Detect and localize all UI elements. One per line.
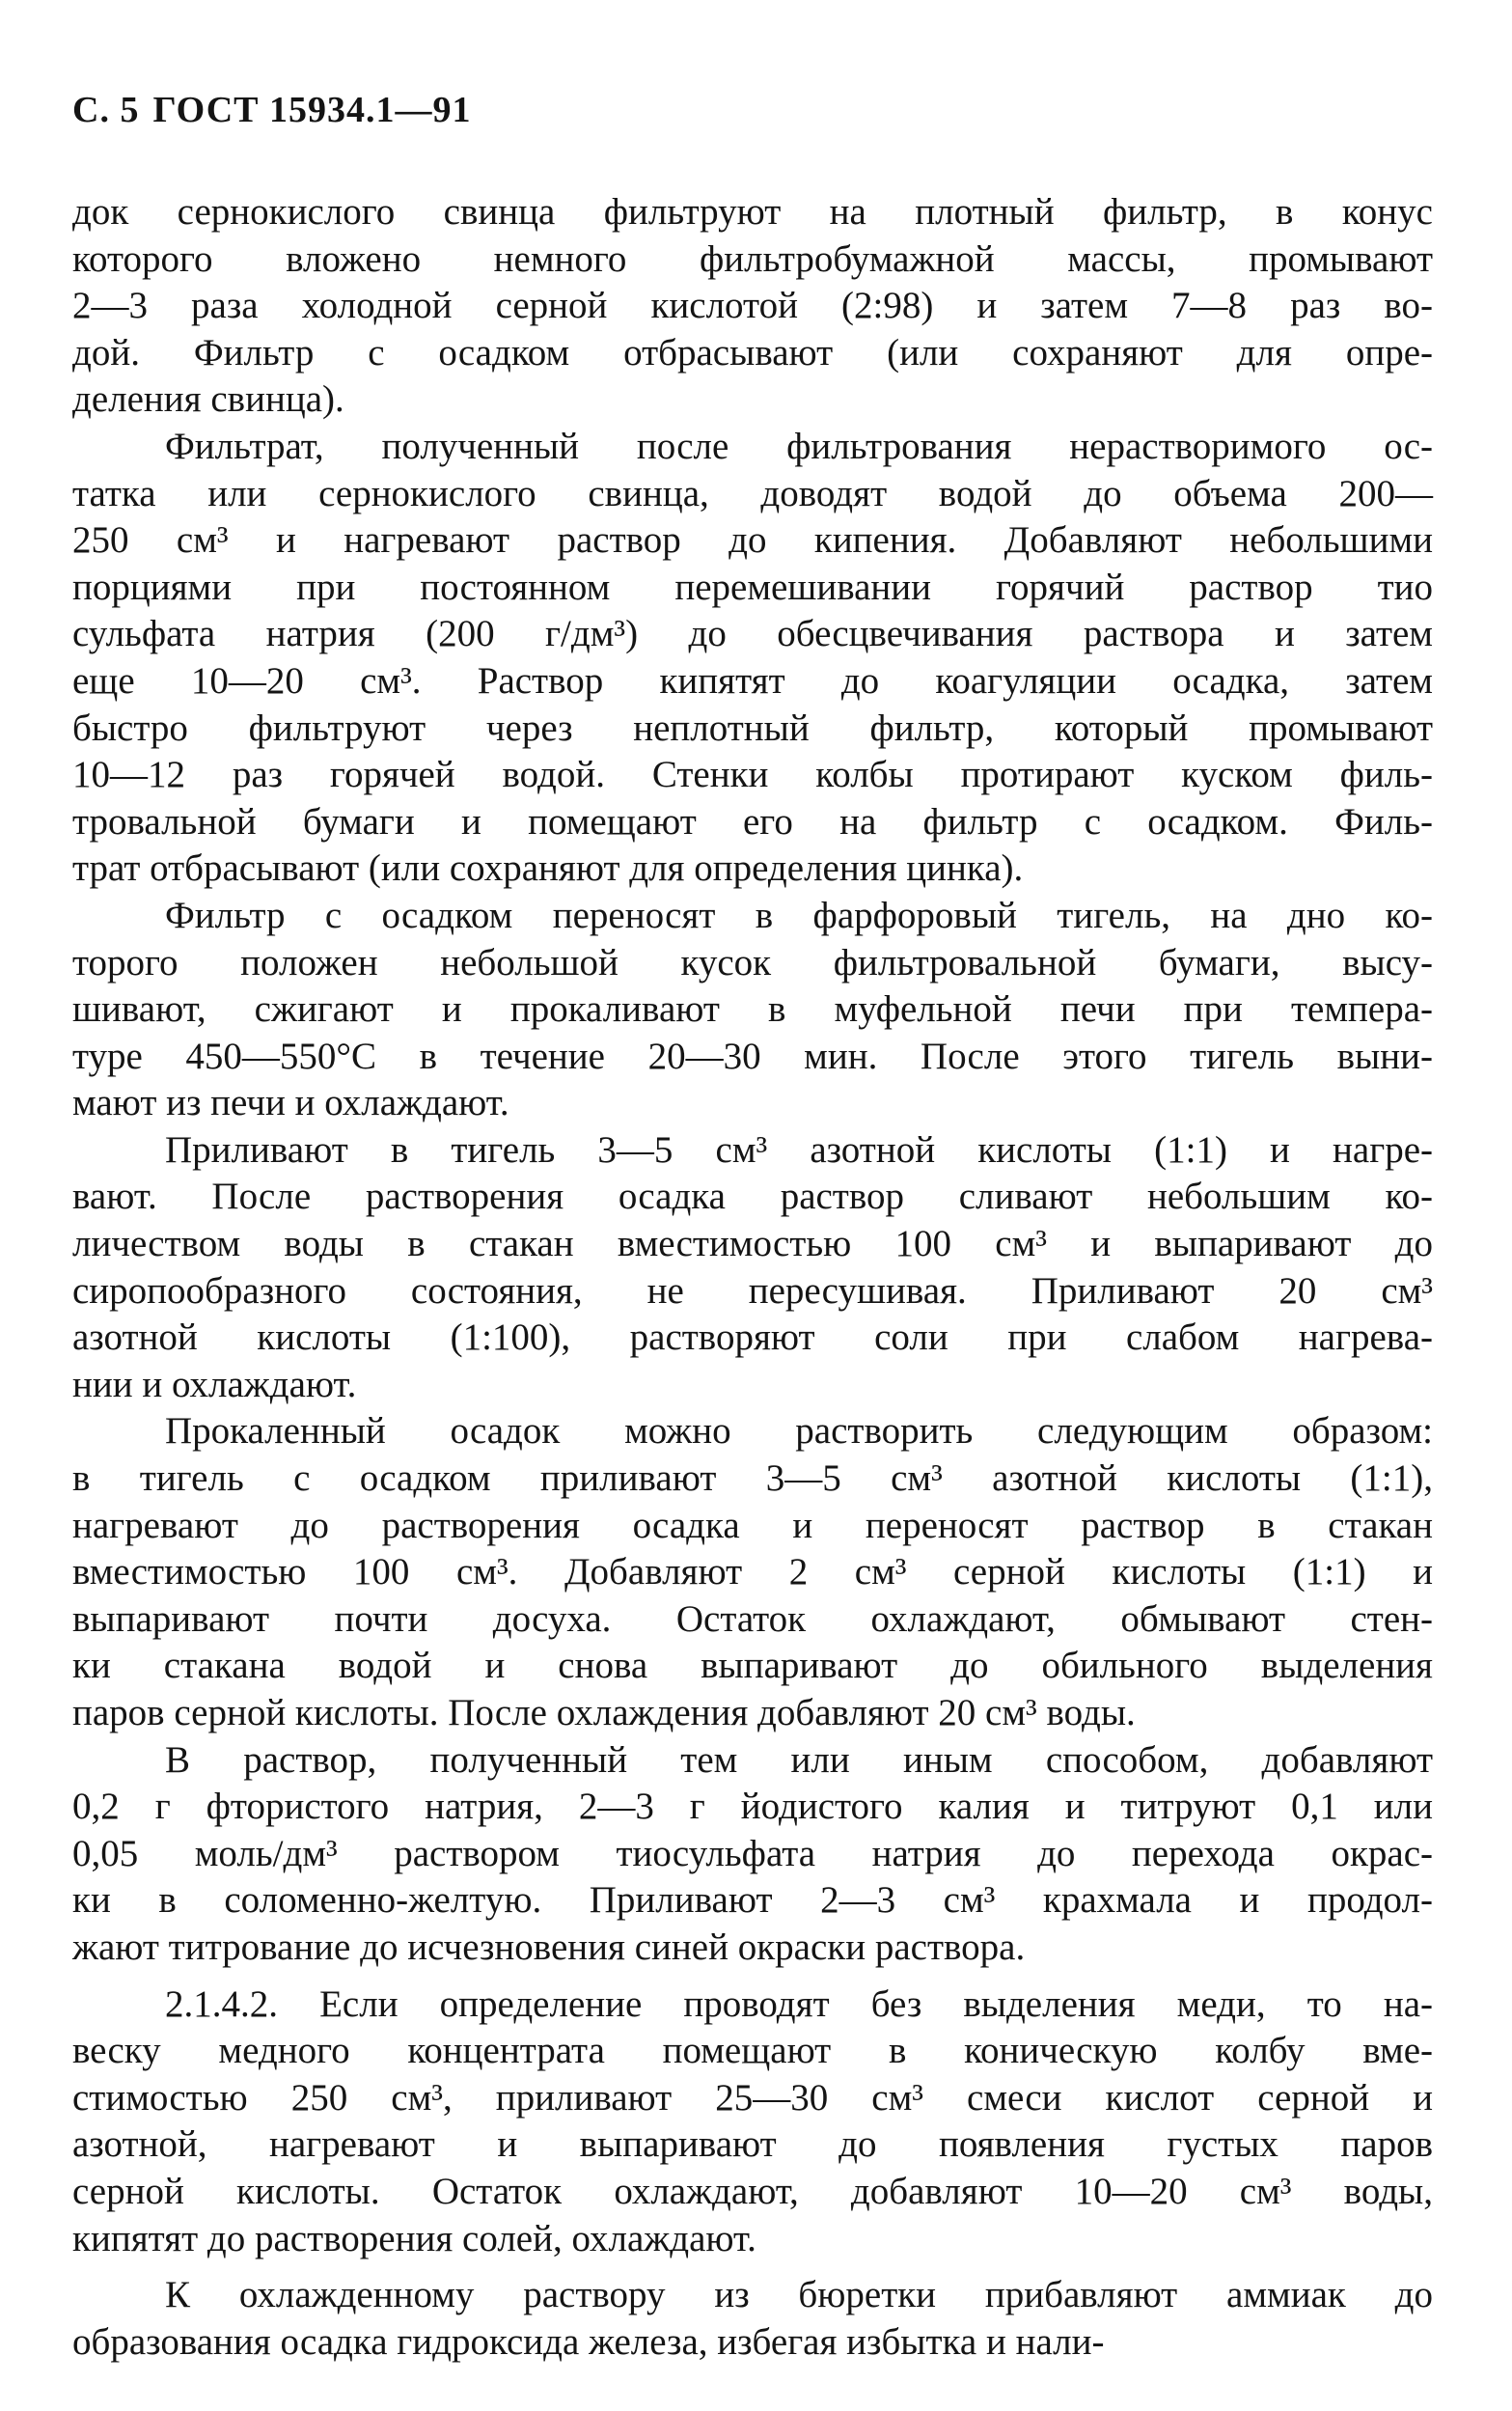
text-line: Фильтр с осадком переносят в фарфоровый тигель, на дно ко- [165, 894, 1433, 936]
text-line: ки в соломенно-желтую. Приливают 2—3 см³ крахмала и продол- [72, 1879, 1433, 1922]
text-line: дой. Фильтр с осадком отбрасывают (или сохраняют для опре- [72, 331, 1433, 374]
text-line: туре 450—550°С в течение 20—30 мин. После этого тигель выни- [72, 1035, 1433, 1077]
text-line: Фильтрат, полученный после фильтрования нерастворимого ос- [165, 425, 1433, 467]
text-line: паров серной кислоты. После охлаждения добавляют 20 см³ воды. [72, 1692, 1136, 1733]
paragraph [72, 2272, 1433, 2366]
text-line: 2.1.4.2. Если определение проводят без выделения меди, то на- [165, 1982, 1433, 2025]
text-line: азотной, нагревают и выпаривают до появления густых паров [72, 2123, 1433, 2166]
paragraph [72, 1408, 1433, 1736]
text-line: 10—12 раз горячей водой. Стенки колбы протирают куском филь- [72, 754, 1433, 796]
page-number: С. 5 [72, 90, 140, 130]
text-line: стимостью 250 см³, приливают 25—30 см³ смеси кислот серной и [72, 2076, 1433, 2119]
text-line: сульфата натрия (200 г/дм³) до обесцвечивания раствора и затем [72, 613, 1433, 655]
paragraph-gap [72, 2262, 1433, 2272]
text-line: порциями при постоянном перемешивании горячий раствор тио [72, 566, 1433, 608]
text-line: азотной кислоты (1:100), растворяют соли при слабом нагрева- [72, 1316, 1433, 1359]
text-line: жают титрование до исчезновения синей окраски раствора. [72, 1926, 1026, 1968]
text-line: Приливают в тигель 3—5 см³ азотной кислоты (1:1) и нагре- [165, 1128, 1433, 1171]
text-line: образования осадка гидроксида железа, избегая избытка и нали- [72, 2320, 1105, 2363]
text-line: выпаривают почти досуха. Остаток охлаждают, обмывают стен- [72, 1597, 1433, 1640]
page-header [72, 89, 472, 131]
text-line: личеством воды в стакан вместимостью 100 см³ и выпаривают до [72, 1223, 1433, 1265]
paragraph [72, 189, 1433, 424]
text-line: мают из печи и охлаждают. [72, 1082, 509, 1124]
text-line: еще 10—20 см³. Раствор кипятят до коагуляции осадка, затем [72, 659, 1433, 702]
text-line: шивают, сжигают и прокаливают в муфельной печи при темпера- [72, 988, 1433, 1031]
text-line: сиропообразного состояния, не пересушивая. Приливают 20 см³ [72, 1269, 1433, 1312]
text-line: трат отбрасывают (или сохраняют для определения цинка). [72, 847, 1024, 890]
text-line: серной кислоты. Остаток охлаждают, добавляют 10—20 см³ воды, [72, 2170, 1433, 2212]
paragraph [72, 1737, 1433, 1972]
text-line: в тигель с осадком приливают 3—5 см³ азотной кислоты (1:1), [72, 1457, 1433, 1500]
text-line: татка или сернокислого свинца, доводят водой до объема 200— [72, 472, 1433, 514]
text-line: Прокаленный осадок можно растворить следующим образом: [165, 1410, 1433, 1453]
text-line: деления свинца). [72, 378, 344, 421]
paragraph [72, 424, 1433, 893]
text-line: которого вложено немного фильтробумажной массы, промывают [72, 237, 1433, 280]
text-line: торого положен небольшой кусок фильтровальной бумаги, высу- [72, 941, 1433, 984]
text-line: быстро фильтруют через неплотный фильтр, который промывают [72, 707, 1433, 749]
text-line: док сернокислого свинца фильтруют на плотный фильтр, в конус [72, 191, 1433, 233]
body-text [72, 189, 1433, 2366]
standard-designation: ГОСТ 15934.1—91 [152, 90, 472, 130]
text-line: 0,2 г фтористого натрия, 2—3 г йодистого калия и титруют 0,1 или [72, 1786, 1433, 1828]
paragraph [72, 1981, 1433, 2263]
text-line: вместимостью 100 см³. Добавляют 2 см³ серной кислоты (1:1) и [72, 1551, 1433, 1593]
text-line: кипятят до растворения солей, охлаждают. [72, 2217, 756, 2259]
text-line: тровальной бумаги и помещают его на фильтр с осадком. Филь- [72, 800, 1433, 843]
text-line: нагревают до растворения осадка и переносят раствор в стакан [72, 1504, 1433, 1546]
text-line: ки стакана водой и снова выпаривают до обильного выделения [72, 1645, 1433, 1687]
text-line: В раствор, полученный тем или иным способом, добавляют [165, 1738, 1433, 1781]
text-line: 0,05 моль/дм³ раствором тиосульфата натрия до перехода окрас- [72, 1832, 1433, 1874]
text-line: 250 см³ и нагревают раствор до кипения. Добавляют небольшими [72, 519, 1433, 562]
text-line: веску медного концентрата помещают в коническую колбу вме- [72, 2030, 1433, 2072]
paragraph-gap [72, 1972, 1433, 1981]
paragraph [72, 893, 1433, 1127]
text-line: 2—3 раза холодной серной кислотой (2:98) и затем 7—8 раз во- [72, 285, 1433, 327]
text-line: нии и охлаждают. [72, 1363, 357, 1405]
text-line: К охлажденному раствору из бюретки прибавляют аммиак до [165, 2274, 1433, 2316]
text-line: вают. После растворения осадка раствор сливают небольшим ко- [72, 1176, 1433, 1218]
paragraph [72, 1127, 1433, 1409]
